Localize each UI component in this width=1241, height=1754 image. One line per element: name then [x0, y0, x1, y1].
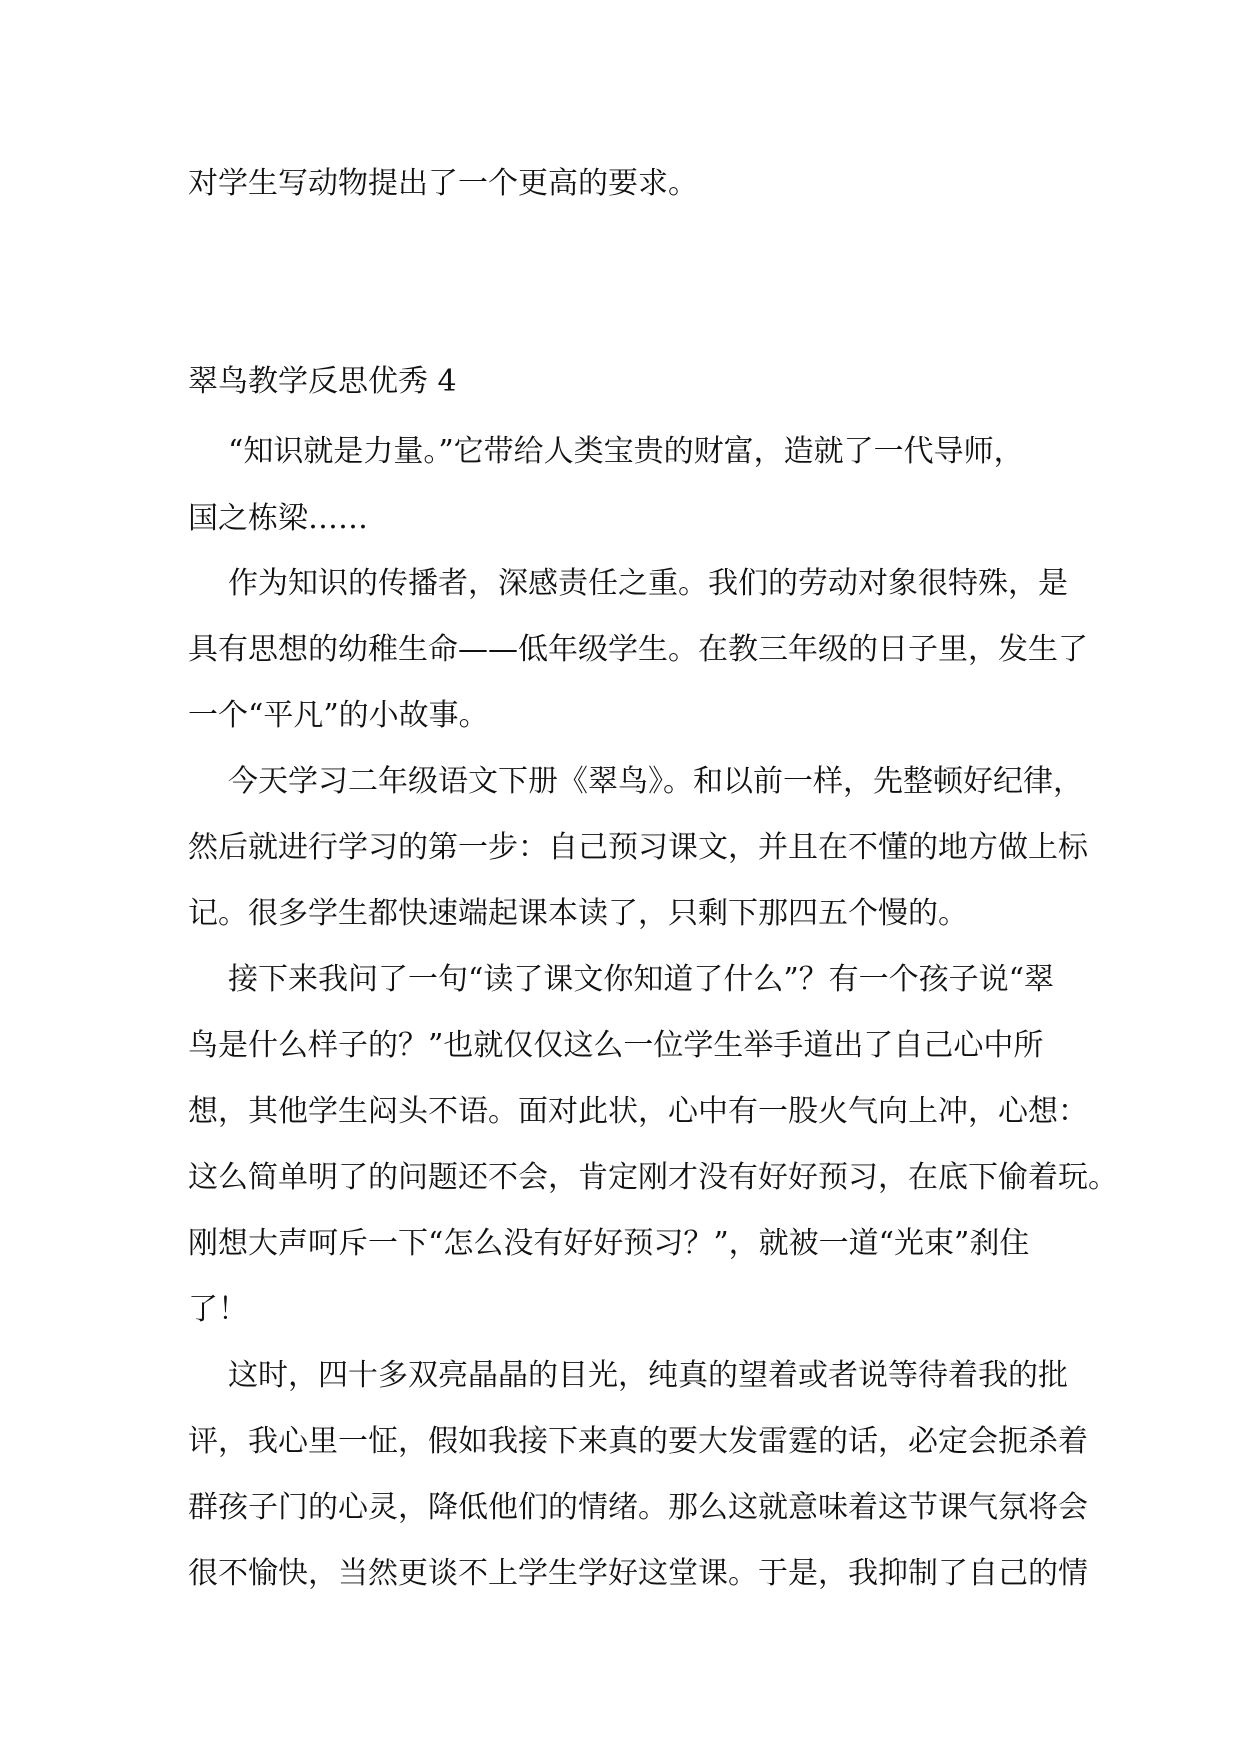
body-text-line: 国之栋梁…… — [188, 501, 368, 536]
body-text-line: 评，我心里一怔，假如我接下来真的要大发雷霆的话，必定会扼杀着 — [188, 1424, 1088, 1459]
body-text-line: 具有思想的幼稚生命——低年级学生。在教三年级的日子里，发生了 — [188, 632, 1088, 667]
body-text-line: 很不愉快，当然更谈不上学生学好这堂课。于是，我抑制了自己的情 — [188, 1556, 1088, 1591]
body-text-line: 今天学习二年级语文下册《翠鸟》。和以前一样，先整顿好纪律， — [228, 764, 1083, 799]
body-text-line: 对学生写动物提出了一个更高的要求。 — [188, 166, 698, 201]
body-text-line: 刚想大声呵斥一下“怎么没有好好预习？”，就被一道“光束”刹住 — [188, 1226, 1030, 1261]
section-heading: 翠鸟教学反思优秀 4 — [188, 364, 457, 399]
body-text-line: “知识就是力量。”它带给人类宝贵的财富，造就了一代导师， — [228, 434, 1024, 469]
body-text-line: 这时，四十多双亮晶晶的目光，纯真的望着或者说等待着我的批 — [228, 1358, 1068, 1393]
body-text-line: 想，其他学生闷头不语。面对此状，心中有一股火气向上冲，心想： — [188, 1094, 1088, 1129]
body-text-line: 鸟是什么样子的？”也就仅仅这么一位学生举手道出了自己心中所 — [188, 1028, 1044, 1063]
body-text-line: 了！ — [188, 1292, 248, 1327]
body-text-line: 记。很多学生都快速端起课本读了，只剩下那四五个慢的。 — [188, 896, 968, 931]
body-text-line: 然后就进行学习的第一步：自己预习课文，并且在不懂的地方做上标 — [188, 830, 1088, 865]
body-text-line: 这么简单明了的问题还不会，肯定刚才没有好好预习，在底下偷着玩。 — [188, 1160, 1118, 1195]
body-text-line: 接下来我问了一句“读了课文你知道了什么”？有一个孩子说“翠 — [228, 962, 1055, 997]
body-text-line: 一个“平凡”的小故事。 — [188, 698, 489, 733]
body-text-line: 作为知识的传播者，深感责任之重。我们的劳动对象很特殊，是 — [228, 566, 1068, 601]
body-text-line: 群孩子门的心灵，降低他们的情绪。那么这就意味着这节课气氛将会 — [188, 1490, 1088, 1525]
